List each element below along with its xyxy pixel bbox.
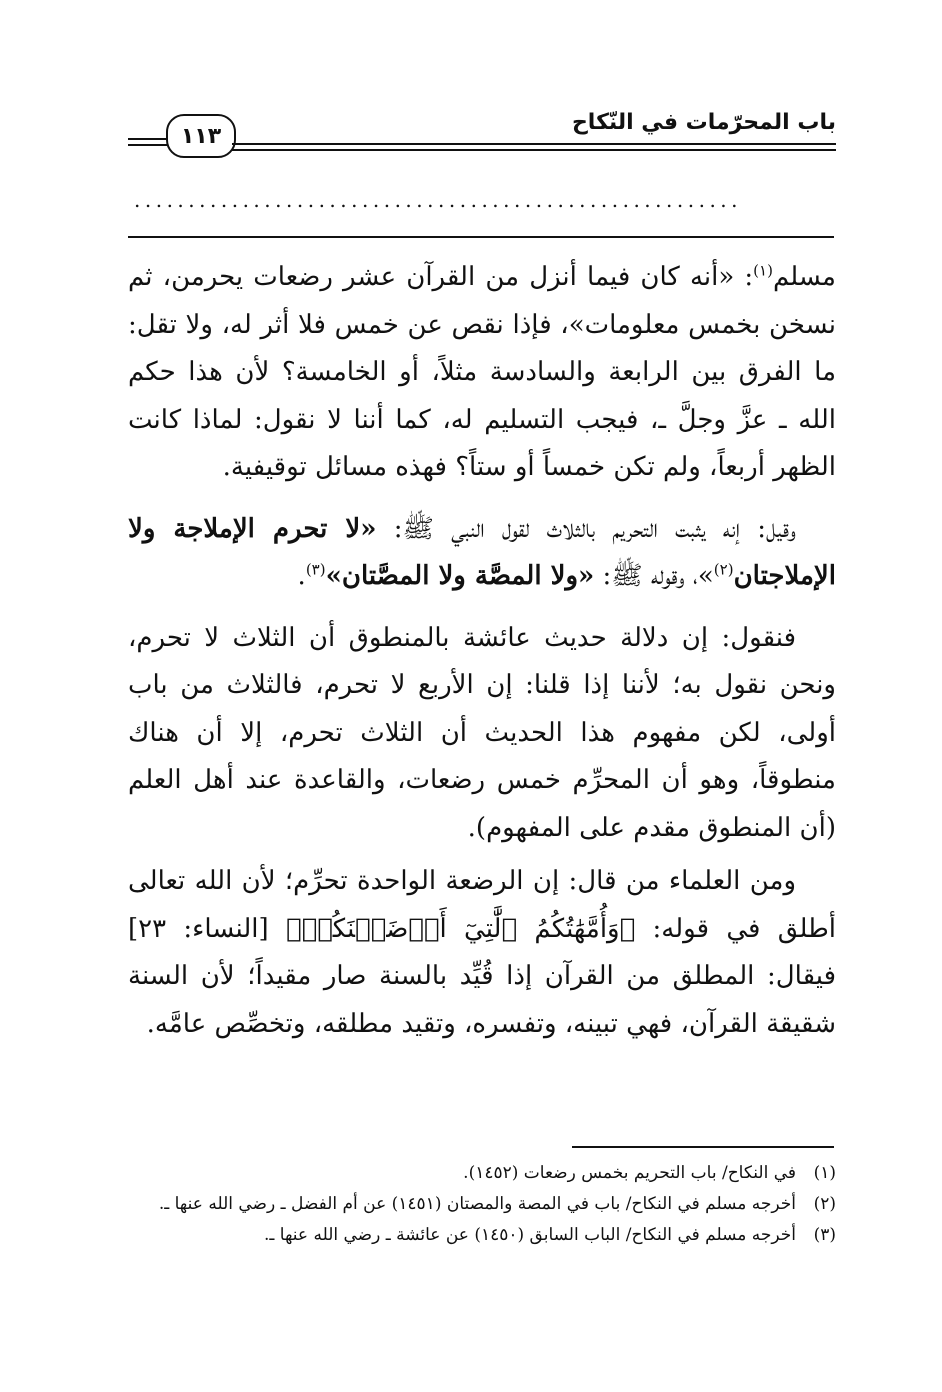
footnote-text: في النكاح/ باب التحريم بخمس رضعات (١٤٥٢). (463, 1163, 796, 1183)
footnote-text: أخرجه مسلم في النكاح/ الباب السابق (١٤٥٠) عن عائشة ـ رضي الله عنها ـ. (263, 1225, 796, 1245)
main-text (128, 254, 836, 1048)
text-run: ومن العلماء من قال: إن الرضعة الواحدة تحرِّم؛ لأن الله تعالى أطلق في قوله: ﴿وَأُمَّهَٰتُكُمُ ٱلَّٰتِيٓ أَرۡضَعۡنَكُمۡ﴾ [النساء: ٢٣] فيقال: المطلق من القرآن إذا قُيِّد بالسنة صار مقيداً؛ لأن السنة شقيقة القرآن، فهي تبينه، وتفسره، وتقيد مطلقه، وتخصِّص عامَّه. (128, 866, 836, 1039)
paragraph (128, 506, 836, 601)
footnote-ref: (٣) (305, 560, 326, 579)
header-rule (128, 138, 168, 140)
page-header (128, 96, 836, 166)
section-divider (128, 236, 834, 238)
text-run: مسلم (772, 262, 836, 292)
footnote-number: (٢) (813, 1194, 836, 1214)
page-number: ١١٣ (166, 114, 236, 158)
footnote-ref: (٢) (713, 560, 734, 579)
footnote (128, 1220, 836, 1251)
footnote-number: (٣) (813, 1225, 836, 1245)
footnote (128, 1189, 836, 1220)
footnotes (128, 1158, 836, 1251)
footnote (128, 1158, 836, 1189)
paragraph (128, 615, 836, 853)
text-run: »، وقوله ﷺ: (594, 561, 714, 591)
header-rule (232, 143, 836, 145)
paragraph (128, 254, 836, 492)
paragraph (128, 858, 836, 1048)
text-run: وقيل: إنه يثبت التحريم بالثلاث لقول النبي ﷺ: (376, 513, 797, 544)
text-run: : «أنه كان فيما أنزل من القرآن عشر رضعات يحرمن، ثم نسخن بخمس معلومات»، فإذا نقص عن خمس فلا أثر له، ولا تقل: ما الفرق بين الرابعة والسادسة مثلاً، أو الخامسة؟ لأن هذا حكم الله ـ عزَّ وجلَّ ـ، فيجب التسليم له، كما أننا لا نقول: لماذا كانت الظهر أربعاً، ولم تكن خمساً أو ستاً؟ فهذه مسائل توقيفية. (128, 262, 837, 482)
text-run: فنقول: إن دلالة حديث عائشة بالمنطوق أن الثلاث لا تحرم، ونحن نقول به؛ لأننا إذا قلنا: إن الأربع لا تحرم، فالثلاث من باب أولى، لكن مفهوم هذا الحديث أن الثلاث تحرم، إلا أن هناك منطوقاً، وهو أن المحرِّم خمس رضعات، والقاعدة عند أهل العلم (أن المنطوق مقدم على المفهوم). (128, 622, 836, 843)
hadith-quote: «ولا المصَّة ولا المصَّتان» (325, 561, 595, 591)
footnote-number: (١) (813, 1163, 836, 1183)
chapter-title: باب المحرّمات في النّكاح (571, 110, 836, 135)
header-rule (128, 144, 168, 146)
footnote-text: أخرجه مسلم في النكاح/ باب في المصة والمصتان (١٤٥١) عن أم الفضل ـ رضي الله عنها ـ. (158, 1194, 796, 1214)
footnote-ref: (١) (753, 261, 773, 280)
dotted-separator: ........................................................ (134, 188, 743, 212)
header-rule (232, 149, 836, 151)
text-run: . (297, 561, 306, 591)
footnote-divider (572, 1146, 834, 1148)
hadith-quote: «لا تحرم الإملاجة ولا الإملاجتان (128, 513, 836, 591)
